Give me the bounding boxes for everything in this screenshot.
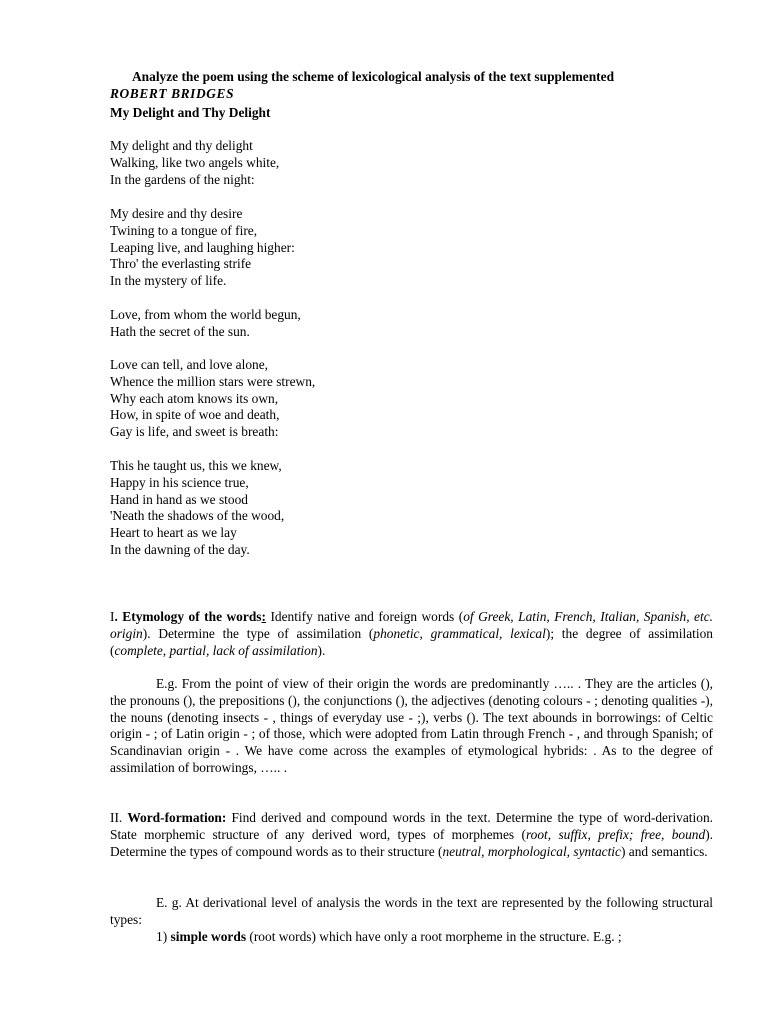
section-word-formation-example [110,895,713,945]
poem-line: My delight and thy delight [110,138,253,153]
poem-stanza-3 [110,307,510,341]
poem-line: 'Neath the shadows of the wood, [110,508,285,524]
poem-line: In the dawning of the day. [110,541,250,557]
section-etymology-example [110,676,713,777]
poem-line: Hath the secret of the sun. [110,323,250,339]
poem-stanza-5 [110,458,510,559]
task-heading: Analyze the poem using the scheme of lexicological analysis of the text supplemented [132,69,615,84]
poem-stanza-1 [110,138,510,188]
etymology-instructions: I. Etymology of the words: Identify native and foreign words (of Greek, Latin, French, Italian, Spanish, etc. origin). Determine the type of assimilation (phonetic, grammatical, lexical); the degree of assimilation (complete, partial, lack of assimilation). [110,609,714,658]
poem-line: This he taught us, this we knew, [110,458,282,473]
section-etymology [110,609,713,659]
poem-line: Why each atom knows its own, [110,390,279,406]
poem-line: Hand in hand as we stood [110,491,248,507]
poem-line: Leaping live, and laughing higher: [110,239,295,255]
word-formation-example: E. g. At derivational level of analysis the words in the text are represented by the following structural types: [110,895,713,927]
poem-line: Thro' the everlasting strife [110,256,252,272]
poem-line: Walking, like two angels white, [110,154,280,170]
poem-line: Twining to a tongue of fire, [110,222,258,238]
poem-line: In the gardens of the night: [110,171,255,187]
poem-stanza-4 [110,357,510,441]
section-title: . Etymology of the words [114,609,262,624]
poem-line: Happy in his science true, [110,474,249,490]
poem-stanza-2 [110,206,510,290]
section-title-colon: : [261,609,266,624]
section-numeral: II. [110,810,128,825]
word-formation-instructions: II. Word-formation: Find derived and compound words in the text. Determine the type of word-derivation. State morphemic structure of any derived word, types of morphemes (root, suffix, prefix; free, bound). Determine the types of compound words as to their structure (neutral, morphological, syntactic) and semantics. [110,810,714,859]
list-item: 1) simple words (root words) which have only a root morpheme in the structure. E.g. ; [156,928,622,944]
poem-author: ROBERT BRIDGES [110,86,235,101]
poem-title: My Delight and Thy Delight [110,105,271,120]
poem-line: Gay is life, and sweet is breath: [110,424,279,440]
section-numeral: I [110,609,115,624]
poem-line: Love, from whom the world begun, [110,307,301,322]
etymology-example: E.g. From the point of view of their origin the words are predominantly ….. . They are the articles (), the pronouns (), the prepositions (), the conjunctions (), the adjectives (denoting colours - ; denoting qualities -), the nouns (denoting insects - , things of everyday use - ;), verbs (). The text abounds in borrowings: of Celtic origin - ; of Latin origin - ; of those, which were adopted from Latin through French - , and through Spanish; of Scandinavian origin - . We have come across the examples of etymological hybrids: . As to the degree of assimilation of borrowings, ….. . [110,676,713,775]
poem-line: Heart to heart as we lay [110,525,237,541]
section-word-formation [110,810,713,860]
poem-line: Love can tell, and love alone, [110,357,269,372]
poem-line: Whence the million stars were strewn, [110,373,316,389]
section-title: Word-formation: [127,810,227,825]
poem-line: How, in spite of woe and death, [110,407,280,423]
poem-line: My desire and thy desire [110,206,243,221]
poem-line: In the mystery of life. [110,273,227,289]
